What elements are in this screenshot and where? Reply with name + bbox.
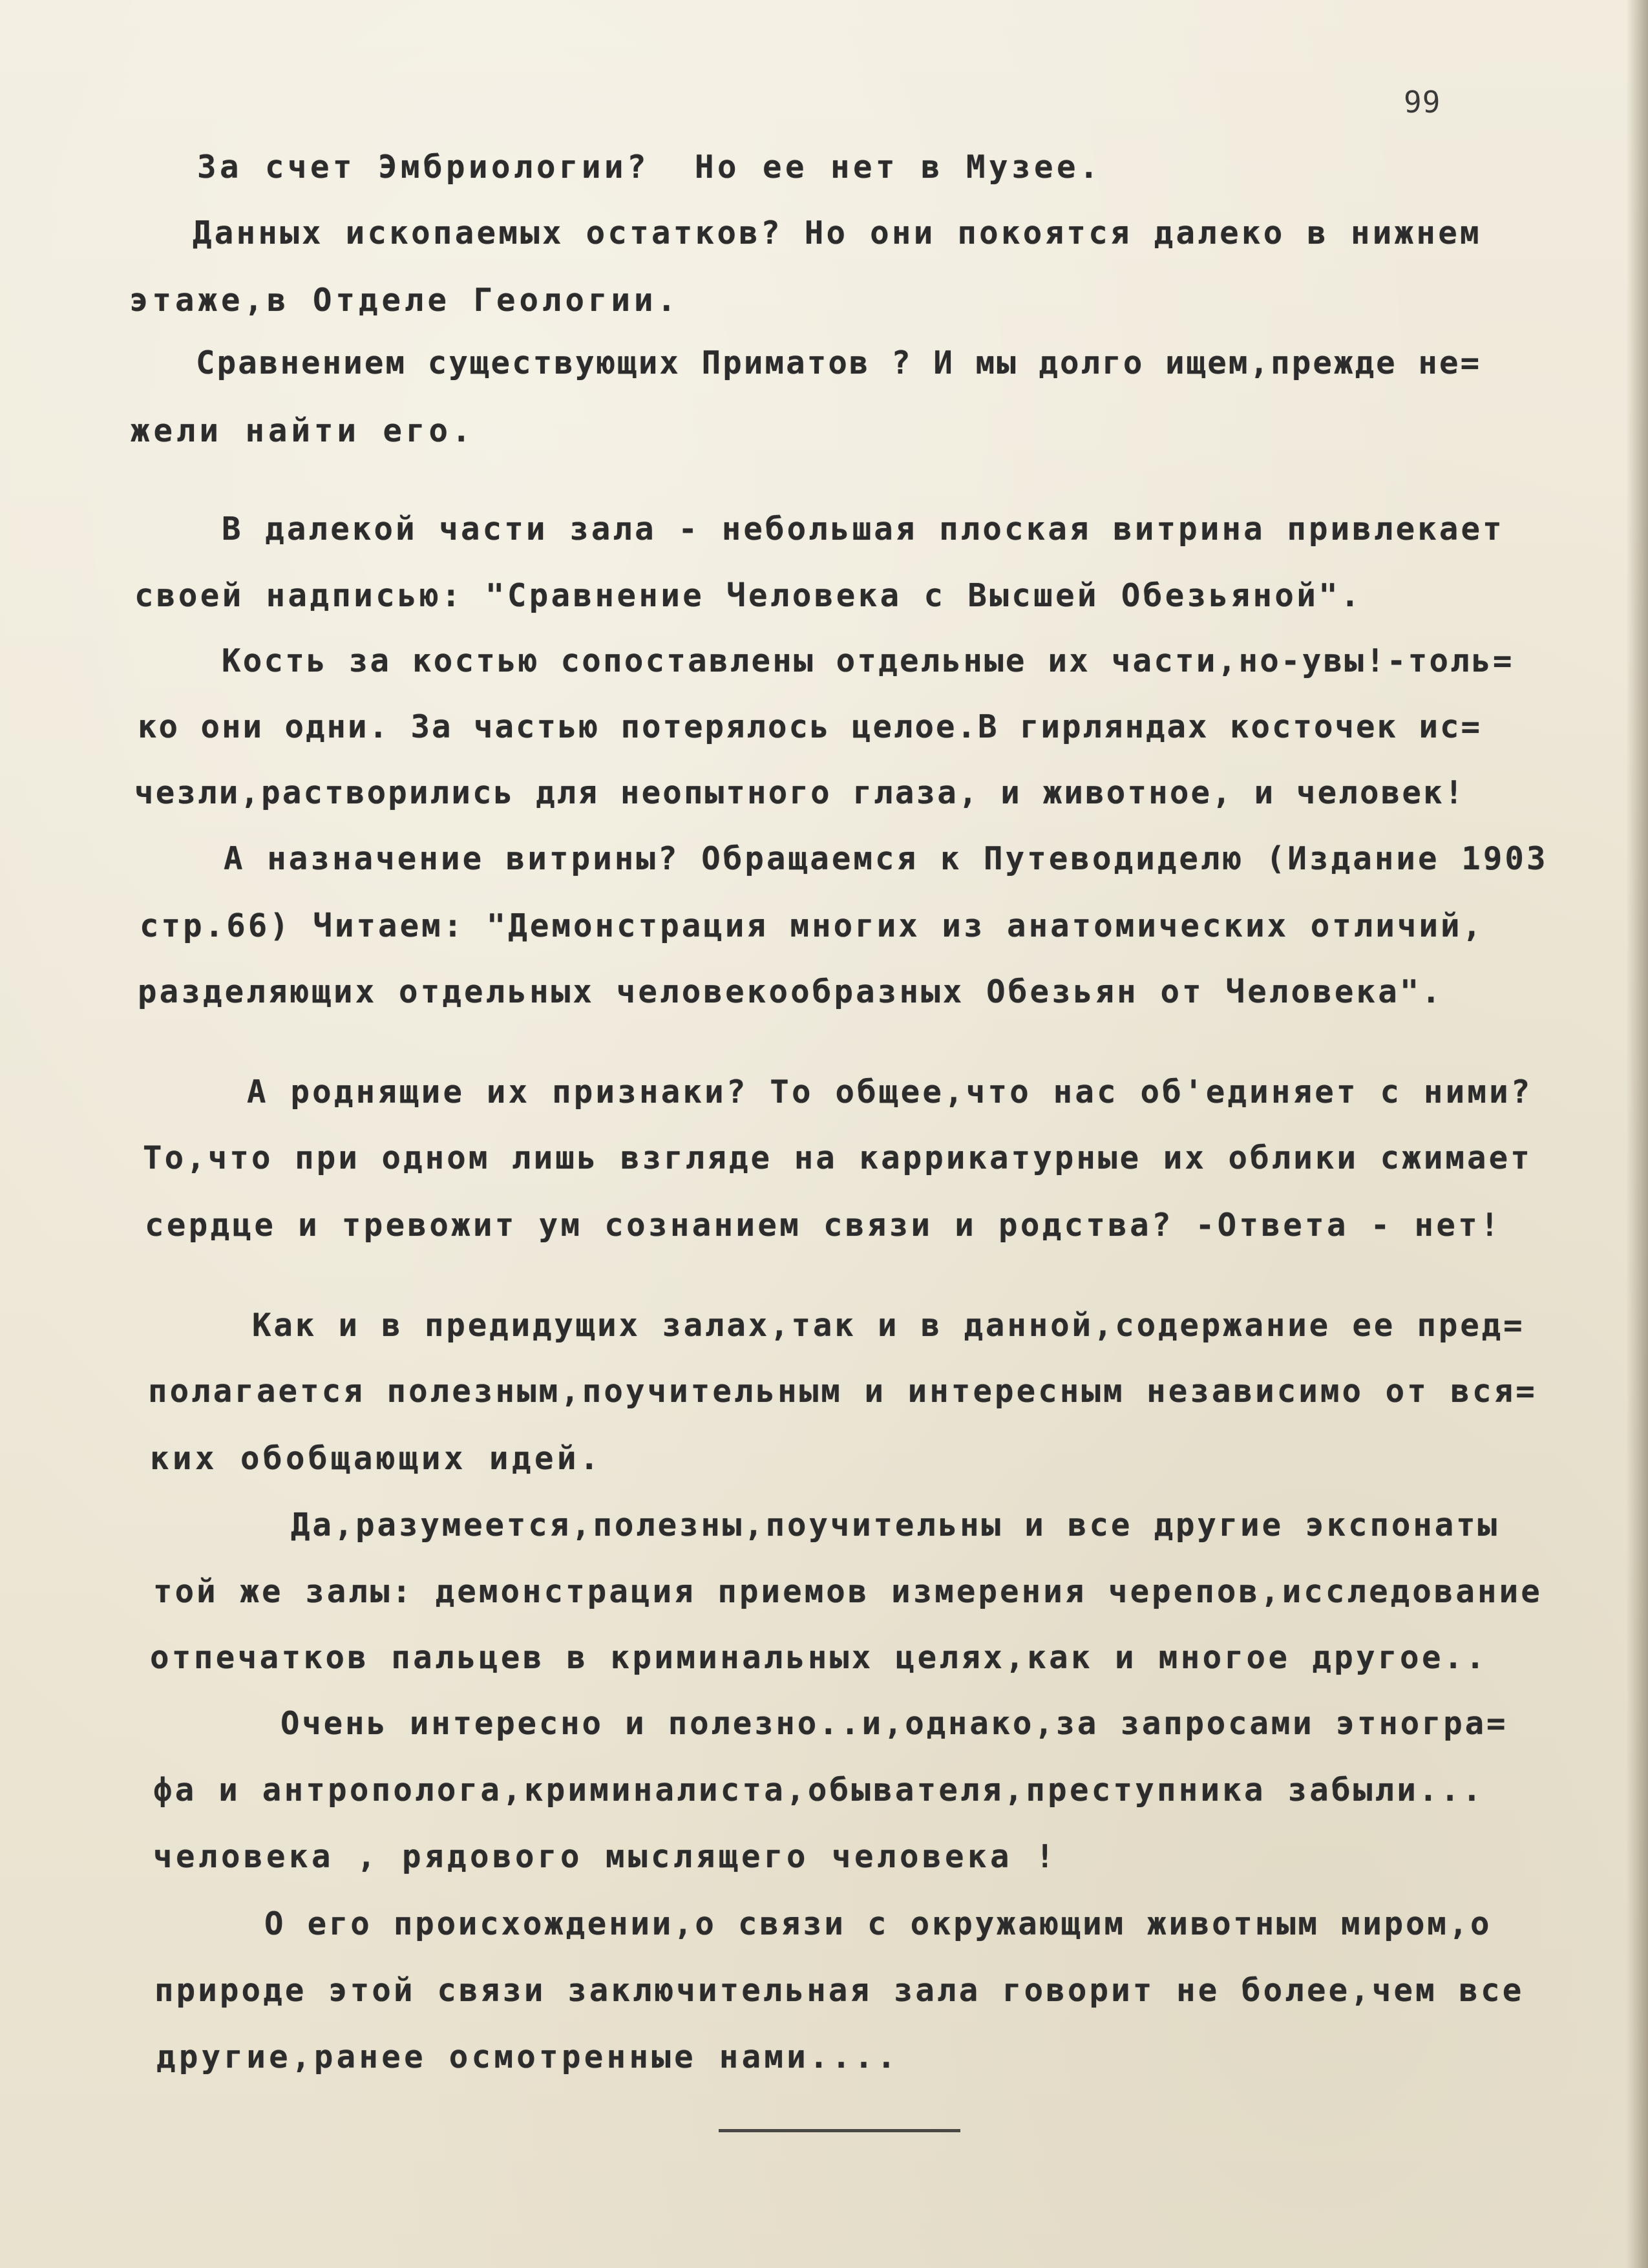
text-line: ких обобщающих идей. [150,1440,603,1477]
text-line: той же залы: демонстрация приемов измерения черепов,исследование [153,1573,1543,1610]
text-line: отпечатков пальцев в криминальных целях,как и многое другое.. [150,1639,1488,1676]
page-edge-shadow [1626,0,1648,2268]
text-line: жели найти его. [131,412,475,449]
text-line: своей надписью: "Сравнение Человека с Высшей Обезьяной". [134,577,1363,614]
text-line: чезли,растворились для неопытного глаза, и животное, и человек! [134,774,1466,811]
text-line: этаже,в Отделе Геологии. [129,282,681,319]
text-line: полагается полезным,поучительным и интересным независимо от вся= [148,1373,1537,1410]
text-line: Кость за костью сопоставлены отдельные их части,но-увы!-толь= [222,642,1514,679]
text-line: фа и антрополога,криминалиста,обывателя,преступника забыли... [153,1772,1484,1808]
text-line: сердце и тревожит ум сознанием связи и родства? -Ответа - нет! [145,1207,1502,1244]
text-line: Как и в предидущих залах,так и в данной,содержание ее пред= [252,1307,1525,1344]
text-line: ко они одни. За частью потерялось целое.В гирляндах косточек ис= [138,708,1483,745]
text-line: стр.66) Читаем: "Демонстрация многих из анатомических отличий, [140,907,1484,944]
text-line: разделяющих отдельных человекообразных Обезьян от Человека". [138,973,1444,1010]
text-line: А назначение витрины? Обращаемся к Путеводиделю (Издание 1903 [224,840,1548,877]
text-line: А роднящие их признаки? То общее,что нас об'единяет с ними? [247,1074,1533,1110]
text-line: другие,ранее осмотренные нами.... [156,2039,900,2075]
text-line: В далекой части зала - небольшая плоская витрина привлекает [222,511,1505,547]
text-line: Сравнением существующих Приматов ? И мы долго ищем,прежде не= [196,344,1482,381]
text-line: За счет Эмбриологии? Но ее нет в Музее. [197,149,1103,185]
closing-rule [719,2129,960,2132]
text-line: О его происхождении,о связи с окружающим животным миром,о [264,1905,1492,1942]
text-line: человека , рядового мыслящего человека ! [153,1838,1059,1875]
text-line: Очень интересно и полезно..и,однако,за запросами этногра= [280,1705,1508,1742]
text-line: природе этой связи заключительная зала говорит не более,чем все [154,1972,1525,2009]
text-line: Да,разумеется,полезны,поучительны и все другие экспонаты [291,1507,1499,1543]
text-line: Данных ископаемых остатков? Но они покоятся далеко в нижнем [193,215,1482,251]
page-number: 99 [1404,85,1441,120]
text-line: То,что при одном лишь взгляде на каррикатурные их облики сжимает [143,1139,1532,1176]
